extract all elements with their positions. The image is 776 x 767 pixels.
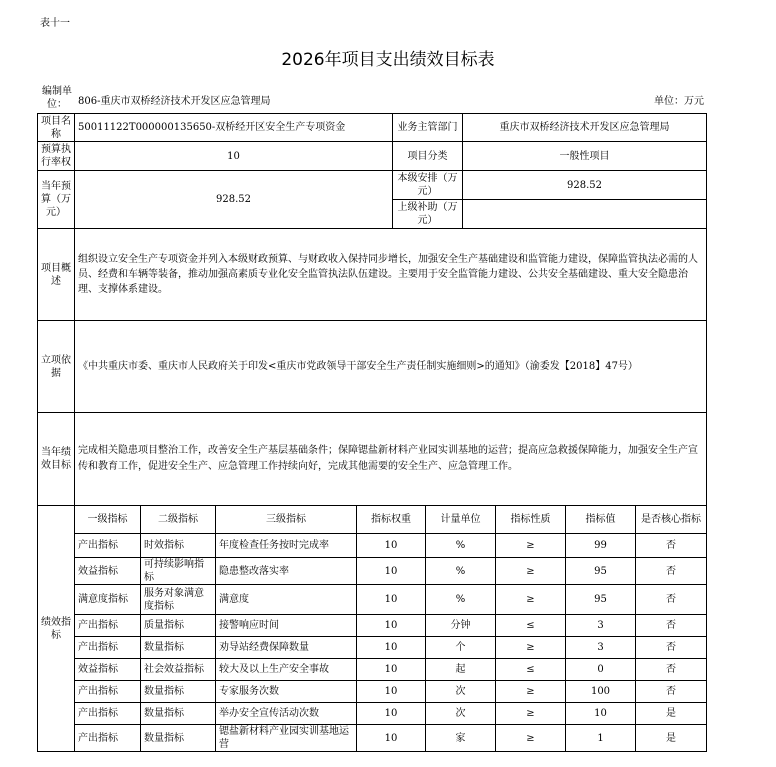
table-cell: 0 [566, 659, 636, 681]
goal-value: 完成相关隐患项目整治工作，改善安全生产基层基础条件；保障锶盐新材料产业园实训基地的运营；提高应急救援保障能力，加强安全生产宣传和教育工作，促进安全生产、应急管理工作持续向好，完成其他需要的安全生产、应急管理工作。 [75, 413, 707, 506]
column-header: 计量单位 [426, 506, 496, 534]
project-name: 50011122T000000135650-双桥经开区安全生产专项资金 [75, 114, 393, 142]
table-cell: 10 [357, 681, 426, 703]
overview-value: 组织设立安全生产专项资金并列入本级财政预算、与财政收入保持同步增长，加强安全生产基础建设和监管能力建设，保障监管执法必需的人员、经费和车辆等装备，推动加强高素质专业化安全监管执法队伍建设。主要用于安全监管能力建设、公共安全基础建设、重大安全隐患治理、支撑体系建设。 [75, 229, 707, 321]
budget-label: 当年预算（万元） [38, 171, 75, 229]
table-cell: 效益指标 [75, 659, 141, 681]
table-cell: 10 [357, 725, 426, 752]
table-cell: 起 [426, 659, 496, 681]
table-row [38, 659, 707, 681]
indicators-label: 绩效指标 [38, 506, 75, 752]
table-cell: 效益指标 [75, 558, 141, 585]
table-cell: 数量指标 [141, 681, 216, 703]
table-cell: 10 [357, 637, 426, 659]
unit-label: 单位：万元 [654, 96, 704, 107]
basis-value: 《中共重庆市委、重庆市人民政府关于印发<重庆市党政领导干部安全生产责任制实施细则>的通知》（渝委发【2018】47号） [75, 321, 707, 413]
table-cell: 锶盐新材料产业园实训基地运营 [216, 725, 357, 752]
exec-value: 10 [75, 142, 393, 171]
table-cell: 劝导站经费保障数量 [216, 637, 357, 659]
table-cell: 家 [426, 725, 496, 752]
project-info-table [37, 113, 707, 506]
local-value: 928.52 [463, 171, 707, 200]
table-cell: 产出指标 [75, 681, 141, 703]
table-cell: 专家服务次数 [216, 681, 357, 703]
table-cell: ≥ [496, 681, 566, 703]
table-cell: 年度检查任务按时完成率 [216, 534, 357, 558]
table-cell: ≤ [496, 659, 566, 681]
table-row [38, 703, 707, 725]
column-header: 二级指标 [141, 506, 216, 534]
org-value: 806-重庆市双桥经济技术开发区应急管理局 [78, 96, 271, 107]
local-label: 本级安排（万元） [393, 171, 463, 200]
table-cell: 否 [636, 615, 707, 637]
table-cell: 否 [636, 558, 707, 585]
table-cell: 服务对象满意度指标 [141, 585, 216, 615]
table-cell: ≥ [496, 558, 566, 585]
table-cell: 1 [566, 725, 636, 752]
table-cell: 10 [566, 703, 636, 725]
table-cell: ≥ [496, 637, 566, 659]
table-row [38, 558, 707, 585]
table-cell: 次 [426, 703, 496, 725]
goal-label: 当年绩效目标 [38, 413, 75, 506]
upper-value [463, 200, 707, 229]
project-name-label: 项目名称 [38, 114, 75, 142]
table-cell: 10 [357, 703, 426, 725]
table-cell: 数量指标 [141, 725, 216, 752]
table-cell: 时效指标 [141, 534, 216, 558]
table-cell: ≤ [496, 615, 566, 637]
table-cell: ≥ [496, 725, 566, 752]
table-row [38, 615, 707, 637]
table-cell: 较大及以上生产安全事故 [216, 659, 357, 681]
table-row [38, 637, 707, 659]
table-cell: 否 [636, 534, 707, 558]
column-header: 指标权重 [357, 506, 426, 534]
table-cell: 95 [566, 585, 636, 615]
table-cell: 否 [636, 681, 707, 703]
table-cell: 否 [636, 585, 707, 615]
table-cell: 产出指标 [75, 534, 141, 558]
table-cell: 3 [566, 637, 636, 659]
table-cell: 满意度 [216, 585, 357, 615]
table-cell: 10 [357, 585, 426, 615]
org-label: 编制单位： [42, 86, 72, 110]
table-cell: 社会效益指标 [141, 659, 216, 681]
column-header: 一级指标 [75, 506, 141, 534]
table-cell: 10 [357, 534, 426, 558]
table-row [38, 585, 707, 615]
category-label: 项目分类 [393, 142, 463, 171]
table-cell: 产出指标 [75, 703, 141, 725]
indicator-table [37, 505, 707, 752]
dept-value: 重庆市双桥经济技术开发区应急管理局 [463, 114, 707, 142]
table-cell: 举办安全宣传活动次数 [216, 703, 357, 725]
page-title: 2026年项目支出绩效目标表 [281, 50, 495, 70]
table-cell: 质量指标 [141, 615, 216, 637]
table-row [38, 681, 707, 703]
table-cell: 3 [566, 615, 636, 637]
table-cell: 隐患整改落实率 [216, 558, 357, 585]
table-cell: ≥ [496, 703, 566, 725]
header-row [38, 506, 707, 534]
table-cell: 10 [357, 659, 426, 681]
table-cell: 次 [426, 681, 496, 703]
upper-label: 上级补助（万元） [393, 200, 463, 229]
table-cell: 接警响应时间 [216, 615, 357, 637]
table-number: 表十一 [40, 18, 70, 29]
table-cell: % [426, 534, 496, 558]
table-cell: 95 [566, 558, 636, 585]
table-cell: 满意度指标 [75, 585, 141, 615]
table-row [38, 725, 707, 752]
table-cell: 是 [636, 725, 707, 752]
table-cell: 个 [426, 637, 496, 659]
table-cell: 产出指标 [75, 637, 141, 659]
table-cell: ≥ [496, 585, 566, 615]
column-header: 三级指标 [216, 506, 357, 534]
table-cell: 10 [357, 558, 426, 585]
basis-label: 立项依据 [38, 321, 75, 413]
table-cell: 100 [566, 681, 636, 703]
budget-value: 928.52 [75, 171, 393, 229]
table-cell: 数量指标 [141, 703, 216, 725]
table-cell: 分钟 [426, 615, 496, 637]
category-value: 一般性项目 [463, 142, 707, 171]
table-cell: % [426, 558, 496, 585]
exec-label: 预算执行率权 [38, 142, 75, 171]
table-row [38, 534, 707, 558]
column-header: 指标值 [566, 506, 636, 534]
table-cell: 产出指标 [75, 725, 141, 752]
overview-label: 项目概述 [38, 229, 75, 321]
table-cell: 可持续影响指标 [141, 558, 216, 585]
dept-label: 业务主管部门 [393, 114, 463, 142]
table-cell: 99 [566, 534, 636, 558]
table-cell: 10 [357, 615, 426, 637]
table-cell: 数量指标 [141, 637, 216, 659]
column-header: 指标性质 [496, 506, 566, 534]
table-cell: 否 [636, 637, 707, 659]
table-cell: 是 [636, 703, 707, 725]
table-cell: 产出指标 [75, 615, 141, 637]
table-cell: % [426, 585, 496, 615]
column-header: 是否核心指标 [636, 506, 707, 534]
table-cell: 否 [636, 659, 707, 681]
table-cell: ≥ [496, 534, 566, 558]
